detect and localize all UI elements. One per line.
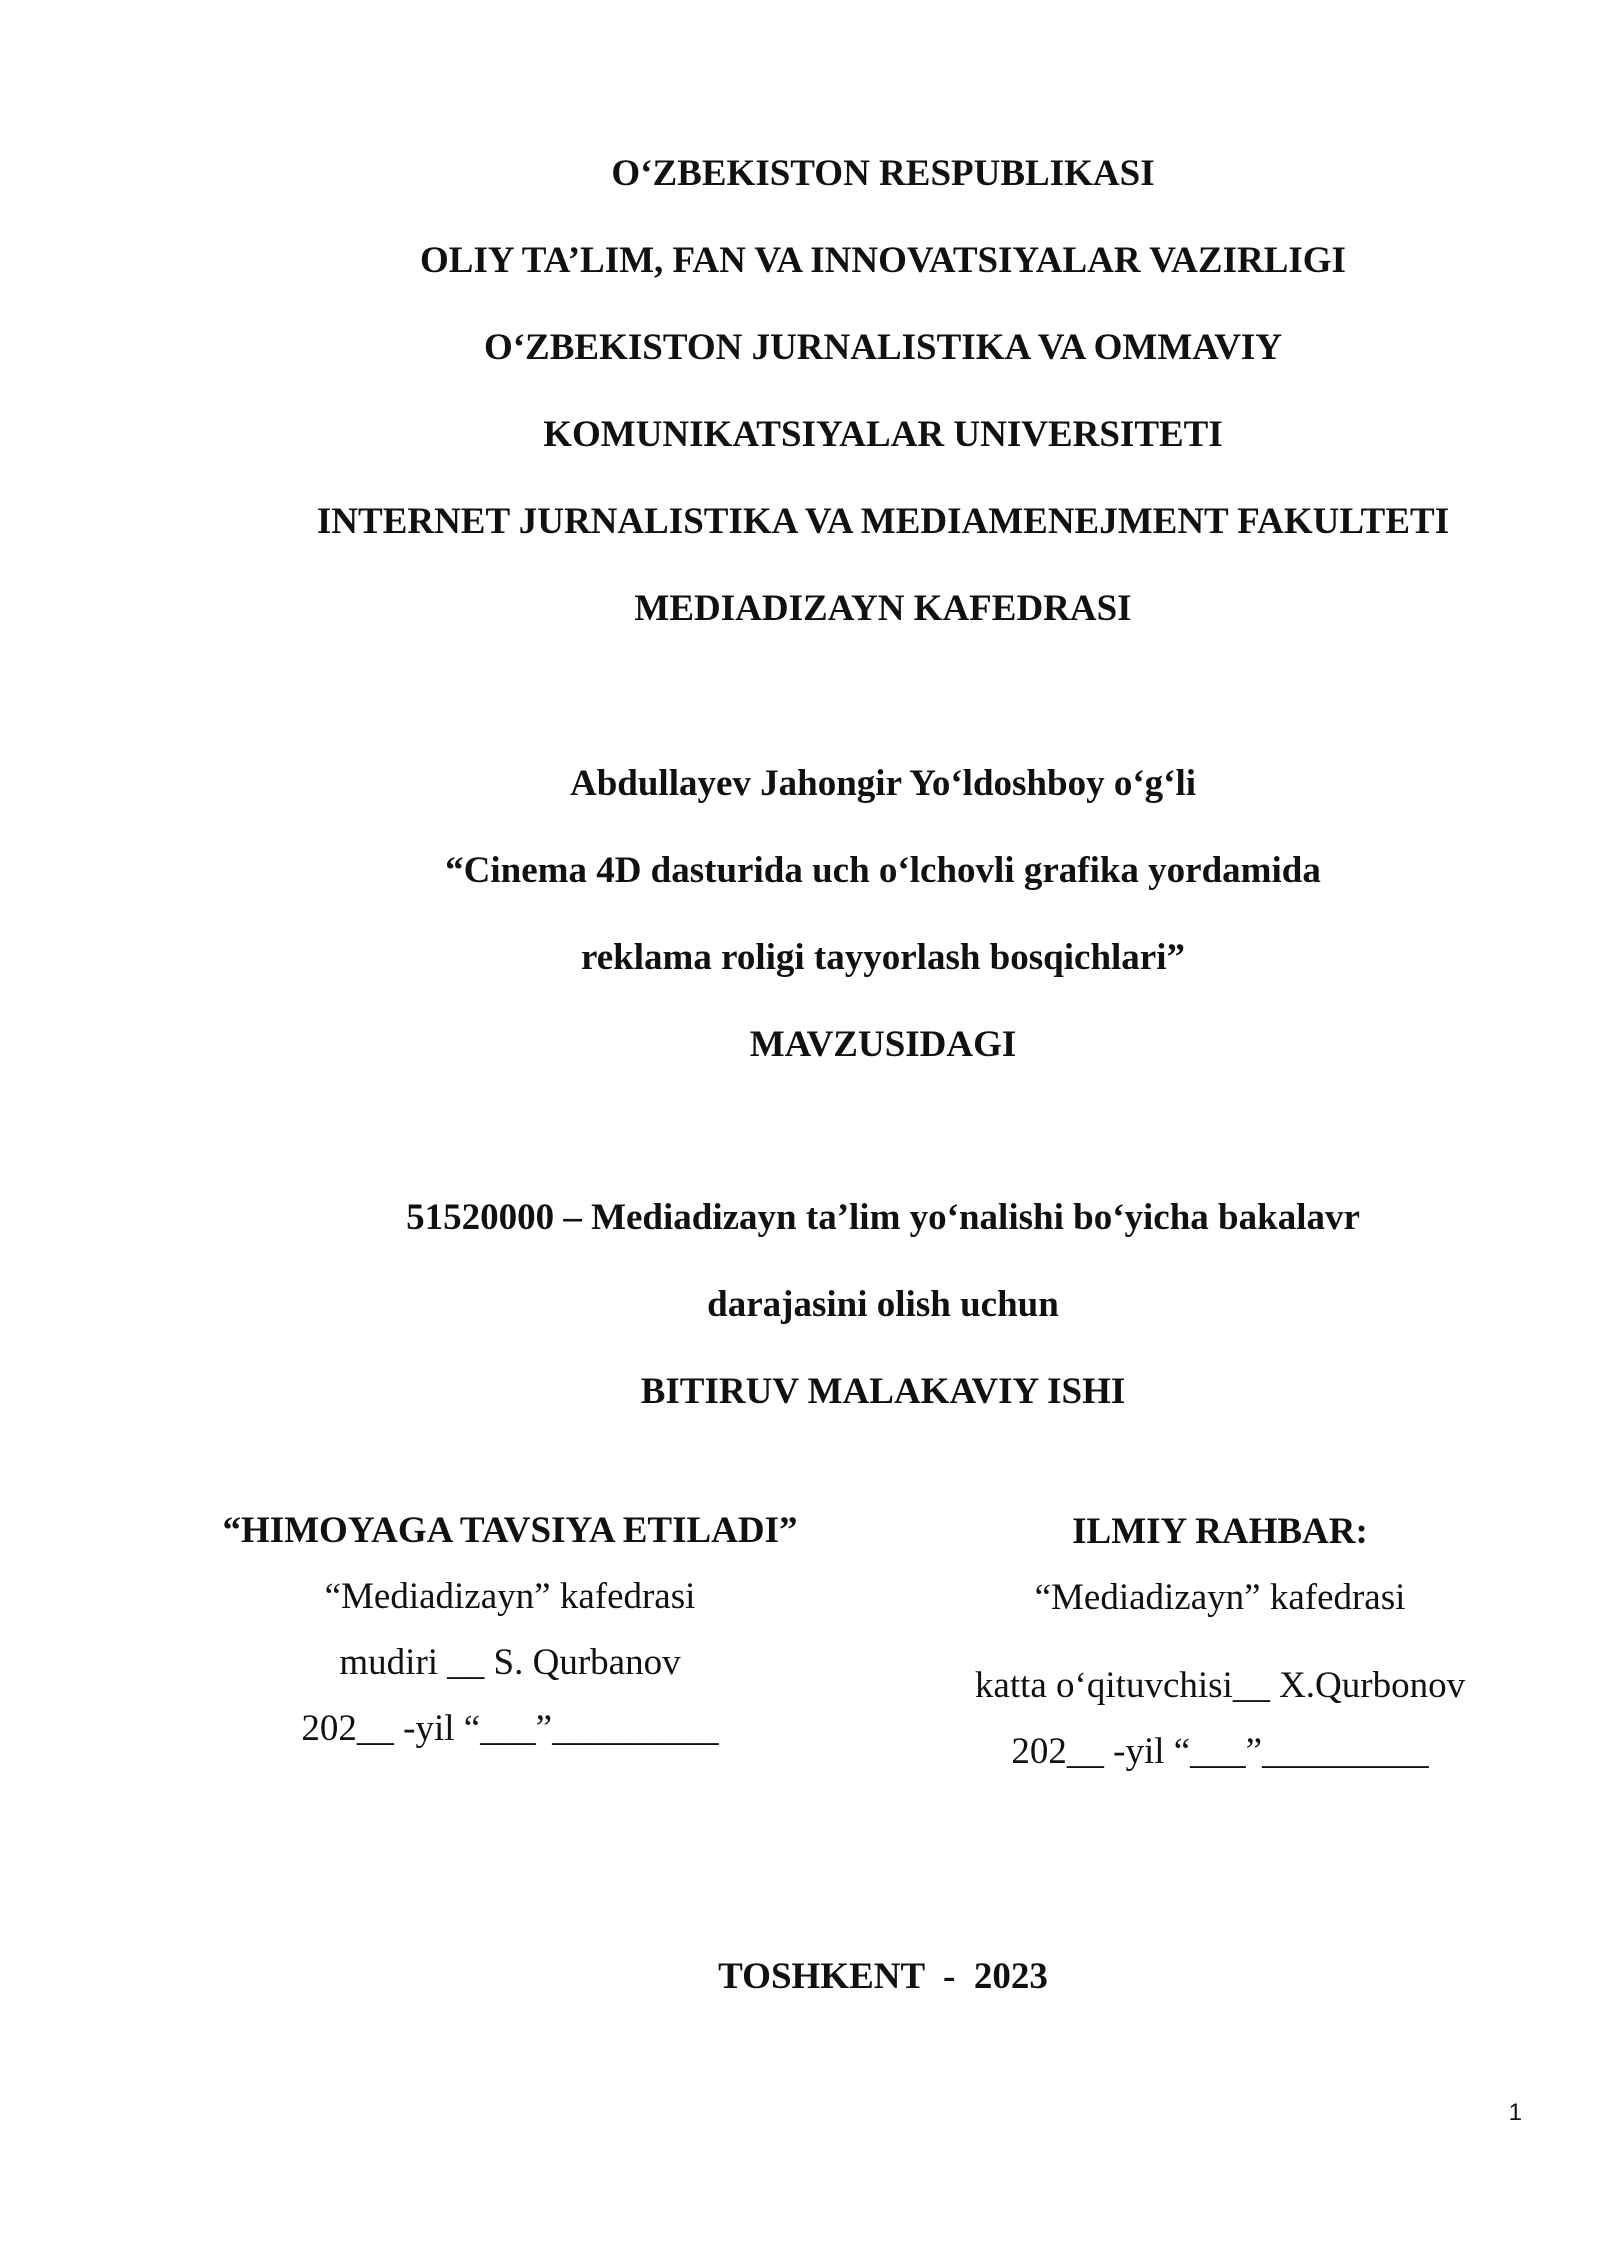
author-name: Abdullayev Jahongir Yo‘ldoshboy o‘g‘li <box>569 763 1197 804</box>
header-university-line2: KOMUNIKATSIYALAR UNIVERSITETI <box>543 414 1223 455</box>
supervisor-name: katta o‘qituvchisi__ X.Qurbonov <box>974 1665 1466 1706</box>
recommendation-department: “Mediadizayn” kafedrasi <box>324 1576 696 1617</box>
degree-line1: 51520000 – Mediadizayn ta’lim yo‘nalishi bo‘yicha bakalavr <box>406 1197 1360 1238</box>
supervisor-department: “Mediadizayn” kafedrasi <box>1034 1577 1406 1618</box>
supervisor-date: 202__ -yil “___”_________ <box>1011 1731 1429 1772</box>
header-ministry: OLIY TA’LIM, FAN VA INNOVATSIYALAR VAZIRLIGI <box>420 240 1346 281</box>
header-faculty: INTERNET JURNALISTIKA VA MEDIAMENEJMENT FAKULTETI <box>316 501 1450 542</box>
topic-line1: “Cinema 4D dasturida uch o‘lchovli grafika yordamida <box>445 850 1321 891</box>
header-department: MEDIADIZAYN KAFEDRASI <box>634 588 1132 629</box>
topic-line3: MAVZUSIDAGI <box>749 1024 1017 1065</box>
recommendation-date: 202__ -yil “___”_________ <box>301 1708 719 1749</box>
page-number: 1 <box>1508 2099 1522 2126</box>
work-type: BITIRUV MALAKAVIY ISHI <box>640 1371 1126 1412</box>
header-country: O‘ZBEKISTON RESPUBLIKASI <box>611 153 1155 194</box>
recommendation-head: mudiri __ S. Qurbanov <box>339 1642 681 1683</box>
header-university-line1: O‘ZBEKISTON JURNALISTIKA VA OMMAVIY <box>483 327 1283 368</box>
topic-line2: reklama roligi tayyorlash bosqichlari” <box>580 937 1185 978</box>
supervisor-block <box>960 1510 1480 1774</box>
degree-line2: darajasini olish uchun <box>707 1284 1059 1325</box>
recommendation-title: “HIMOYAGA TAVSIYA ETILADI” <box>222 1510 798 1551</box>
supervisor-title: ILMIY RAHBAR: <box>1072 1511 1368 1552</box>
city-year: TOSHKENT - 2023 <box>718 1956 1048 1997</box>
recommendation-block <box>190 1509 830 1751</box>
